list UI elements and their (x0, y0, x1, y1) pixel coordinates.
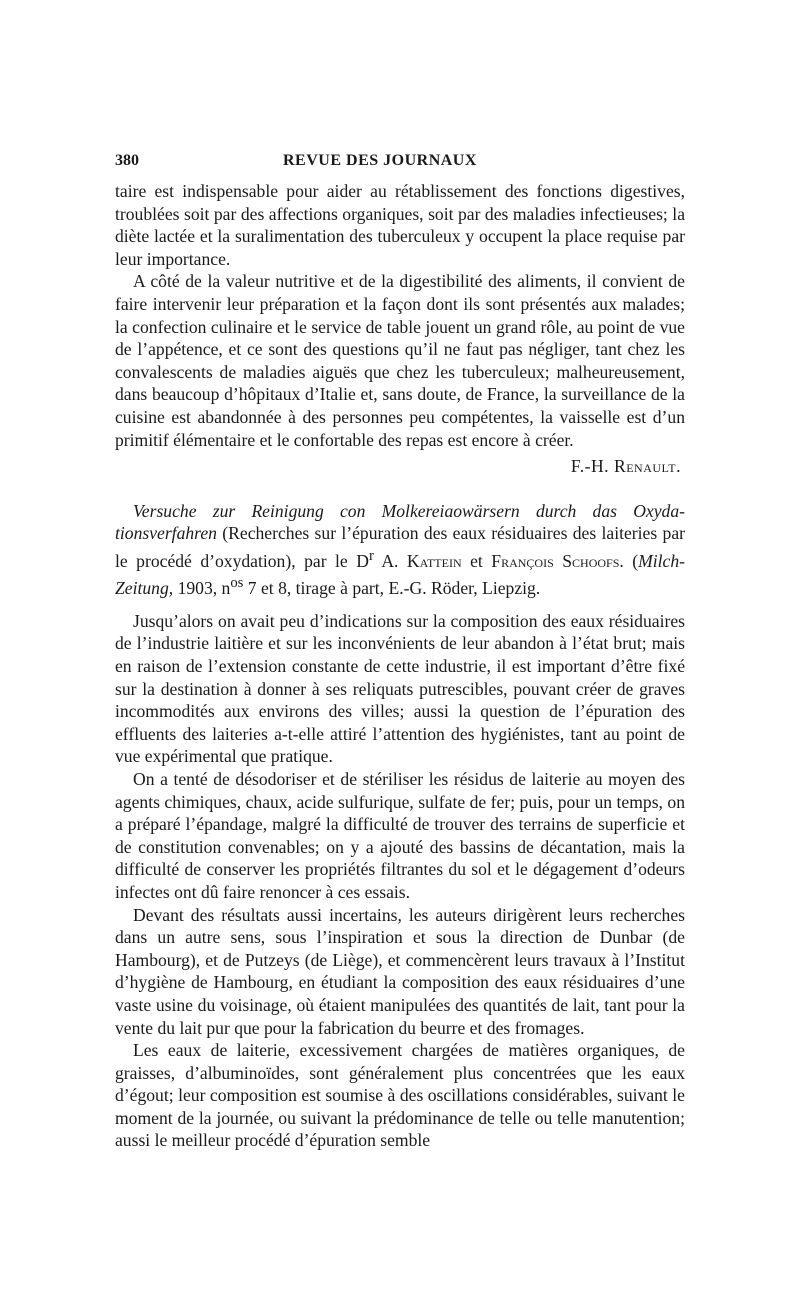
nos-superscript: os (230, 575, 244, 592)
paragraph: Devant des résultats aussi incertains, les auteurs dirigèrent leurs recherches dans un autre sens, sous l’inspiration et sous la direction de Dunbar (de Hambourg), et de Putzeys (de Liège), et commencèrent leurs travaux à l’Institut d’hygiène de Hambourg, en étudiant la composition des eaux résiduaires d’une vaste usine du voisinage, où étaient manipulées des quantités de lait, tant pour la vente du lait pur que pour la fabrication du beurre et des fromages. (115, 904, 685, 1038)
citation-rest: 7 et 8, tirage à part, E.-G. Röder, Liepzig. (243, 578, 541, 599)
author-signature: F.-H. Renault. (570, 456, 681, 477)
review-title-translation: (Recherches sur l’épuration des eaux résiduaires des laiteries par le procédé d’oxydation), par le D (115, 523, 685, 571)
review-heading (115, 500, 685, 600)
dr-superscript: r (368, 547, 374, 564)
page-header (115, 150, 685, 176)
document-page (115, 150, 685, 1152)
conjunction: et (461, 550, 492, 571)
review-author: François Schoofs (491, 550, 620, 571)
citation: , 1903, n (168, 578, 231, 599)
paragraph: On a tenté de désodoriser et de stériliser les résidus de laiterie au moyen des agents chimiques, chaux, acide sulfurique, sulfate de fer; puis, pour un temps, on a préparé l’épandage, malgré la difficulté de trouver des terrains de superficie et de constitution convenables; on y a ajouté des bassins de décantation, mais la difficulté de conserver les propriétés filtrantes du sol et le dégagement d’odeurs infectes ont dû faire renoncer à ces essais. (115, 768, 685, 902)
paragraph: Jusqu’alors on avait peu d’indications sur la composition des eaux résiduaires de l’industrie laitière et sur les inconvénients de leur abandon à l’état brut; mais en raison de l’extension constante de cette industrie, il est important d’être fixé sur la destination à donner à ses reliquats putrescibles, pouvant créer de graves incommodités aux environs des villes; aussi la question de l’épuration des effluents des laiteries a-t-elle attiré l’attention des hygiénistes, tant au point de vue expérimental que pratique. (115, 610, 685, 767)
running-head: REVUE DES JOURNAUX (283, 152, 477, 169)
punctuation: . ( (619, 550, 639, 571)
review-author: A. Kattein (373, 550, 462, 571)
paragraph: A côté de la valeur nutritive et de la digestibilité des aliments, il convient de faire intervenir leur préparation et la façon dont ils sont présentés aux malades; la confection culinaire et le service de table jouent un grand rôle, au point de vue de l’appétence, et ce sont des questions qu’il ne faut pas négliger, tant chez les convalescents de maladies aiguës que chez les tuberculeux; malheureusement, dans beaucoup d’hôpitaux d’Italie et, sans doute, de France, la surveillance de la cuisine est abandonnée à des personnes peu compétentes, la vaisselle est d’un primitif élémentaire et le confortable des repas est encore à créer. (115, 271, 685, 450)
paragraph: taire est indispensable pour aider au rétablissement des fonctions digestives, troublées soit par des affections organiques, soit par des maladies infectieuses; la diète lactée et la suralimentation des tuberculeux y occupent la place requise par leur importance. (115, 181, 685, 269)
paragraph: Les eaux de laiterie, excessivement chargées de matières organiques, de graisses, d’albuminoïdes, sont généralement plus concentrées que les eaux d’égout; leur composition est soumise à des oscillations considérables, suivant le moment de la journée, ou suivant la prédominance de telle ou telle manutention; aussi le meilleur procédé d’épuration semble (115, 1040, 685, 1151)
page-number: 380 (115, 152, 139, 169)
review-title: Versuche zur Reinigung con Molkereiaowärsern durch das Oxydationsverfahren (115, 500, 685, 544)
journal-name: Milch-Zeitung (115, 550, 686, 599)
